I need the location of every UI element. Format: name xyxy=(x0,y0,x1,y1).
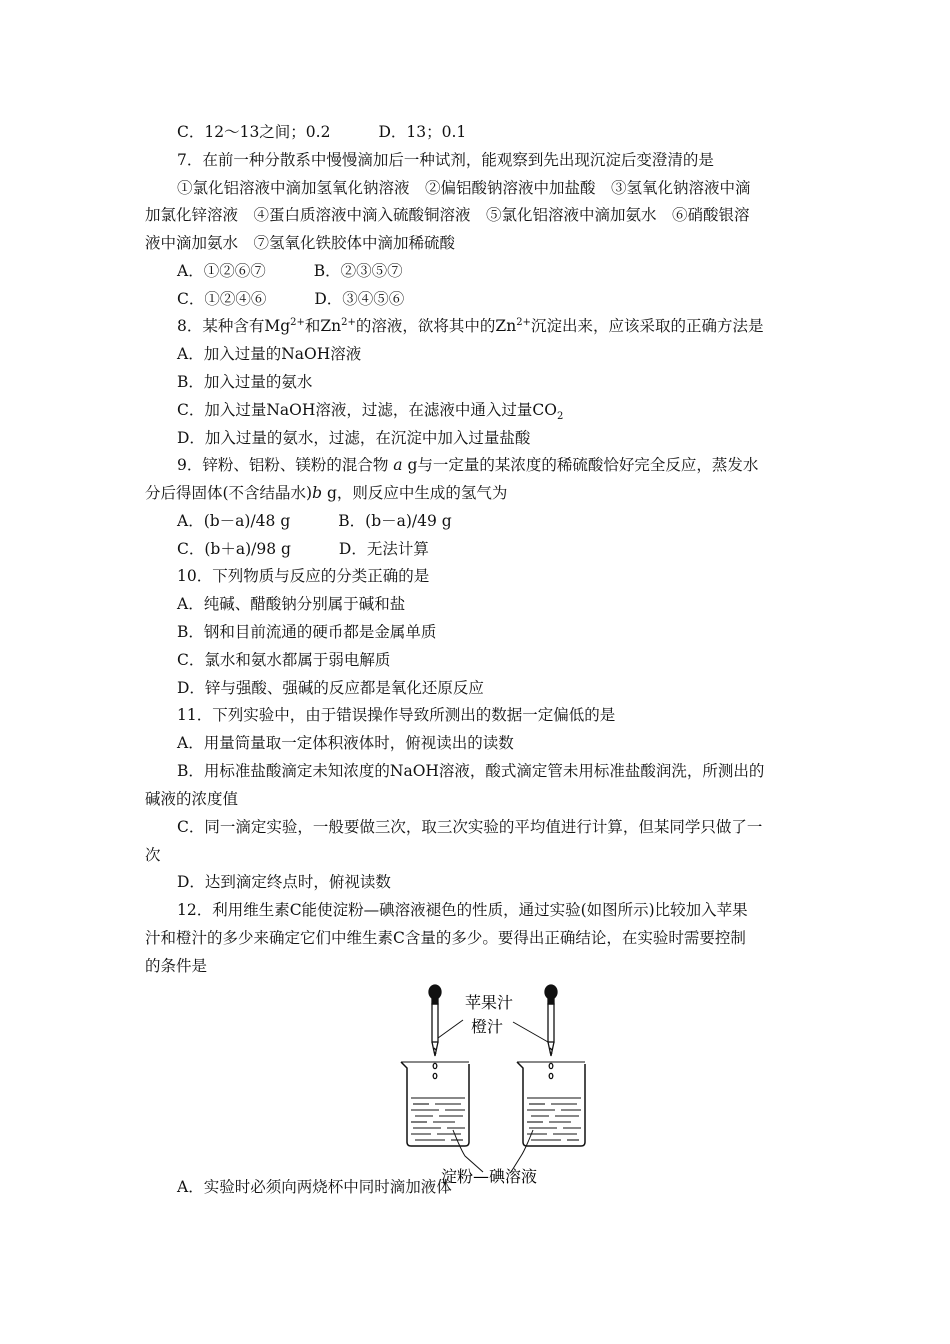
q11-stem: 11．下列实验中，由于错误操作导致所测出的数据一定偏低的是 xyxy=(177,706,616,724)
q9-stem-line-1 xyxy=(177,455,758,475)
q7-items-line-2: 加氯化锌溶液 ④蛋白质溶液中滴入硫酸铜溶液 ⑤氯化铝溶液中滴加氨水 ⑥硝酸银溶 xyxy=(145,206,750,224)
q9-option-c: C．(b＋a)/98 g xyxy=(177,540,291,558)
q7-options-cd xyxy=(177,289,404,309)
q9-variable-b: b xyxy=(312,484,323,502)
q9-stem-line-2 xyxy=(145,483,507,503)
q10-stem: 10．下列物质与反应的分类正确的是 xyxy=(177,567,430,585)
q9-stem-part: 分后得固体(不含结晶水) xyxy=(145,484,313,502)
left-dropper-icon xyxy=(429,985,441,1079)
q10-option-c: C．氯水和氨水都属于弱电解质 xyxy=(177,651,391,669)
q8-superscript: 2+ xyxy=(290,316,305,328)
left-beaker-icon xyxy=(401,1062,469,1146)
q6-option-c: C．12～13之间；0.2 xyxy=(177,123,331,141)
q12-stem-line-2: 汁和橙汁的多少来确定它们中维生素C含量的多少。要得出正确结论，在实验时需要控制 xyxy=(145,929,746,947)
q7-option-d: D．③④⑤⑥ xyxy=(314,290,405,308)
q8-stem xyxy=(177,316,763,336)
q9-stem-part: g，则反应中生成的氢气为 xyxy=(322,484,508,502)
q11-option-c-line-2: 次 xyxy=(145,846,161,864)
q6-options-cd xyxy=(177,122,466,142)
q8-option-d: D．加入过量的氨水，过滤，在沉淀中加入过量盐酸 xyxy=(177,429,531,447)
q8-option-c-text: C．加入过量NaOH溶液，过滤，在滤液中通入过量CO xyxy=(177,401,557,419)
q10-option-a: A．纯碱、醋酸钠分别属于碱和盐 xyxy=(177,595,406,613)
q8-stem-part: 8．某种含有Mg xyxy=(177,317,291,335)
q12-experiment-figure xyxy=(395,980,595,1185)
q8-superscript: 2+ xyxy=(516,316,531,328)
q8-stem-part: 沉淀出来，应该采取的正确方法是 xyxy=(530,317,764,335)
q9-option-d: D．无法计算 xyxy=(338,540,429,558)
q11-option-c-line-1: C．同一滴定实验，一般要做三次，取三次实验的平均值进行计算，但某同学只做了一 xyxy=(177,818,763,836)
q9-option-a: A．(b－a)/48 g xyxy=(177,512,291,530)
q8-option-c xyxy=(177,400,564,423)
q12-stem-line-3: 的条件是 xyxy=(145,957,208,975)
q11-option-b-line-2: 碱液的浓度值 xyxy=(145,790,239,808)
q9-options-ab xyxy=(177,511,452,531)
q11-option-b-line-1: B．用标准盐酸滴定未知浓度的NaOH溶液，酸式滴定管未用标准盐酸润洗，所测出的 xyxy=(177,762,765,780)
q7-items-line-3: 液中滴加氨水 ⑦氢氧化铁胶体中滴加稀硫酸 xyxy=(145,234,456,252)
figure-label-starch-iodine: 淀粉—碘溶液 xyxy=(441,1167,538,1185)
q12-option-a: A．实验时必须向两烧杯中同时滴加液体 xyxy=(177,1178,452,1196)
q7-options-ab xyxy=(177,261,403,281)
q8-subscript: 2 xyxy=(556,411,564,423)
q7-items-line-1: ①氯化铝溶液中滴加氢氧化钠溶液 ②偏铝酸钠溶液中加盐酸 ③氢氧化钠溶液中滴 xyxy=(177,179,751,197)
right-dropper-icon xyxy=(545,985,557,1079)
q8-stem-part: 的溶液，欲将其中的Zn xyxy=(355,317,517,335)
q7-stem: 7．在前一种分散系中慢慢滴加后一种试剂，能观察到先出现沉淀后变澄清的是 xyxy=(177,151,714,169)
q9-variable-a: a xyxy=(393,456,403,474)
q7-option-c: C．①②④⑥ xyxy=(177,290,267,308)
right-beaker-icon xyxy=(517,1062,585,1146)
q10-option-b: B．钢和目前流通的硬币都是金属单质 xyxy=(177,623,437,641)
q7-option-a: A．①②⑥⑦ xyxy=(177,262,266,280)
q9-stem-part: g与一定量的某浓度的稀硫酸恰好完全反应，蒸发水 xyxy=(402,456,759,474)
q7-option-b: B．②③⑤⑦ xyxy=(313,262,403,280)
q8-option-a: A．加入过量的NaOH溶液 xyxy=(177,345,362,363)
q8-stem-part: 和Zn xyxy=(304,317,342,335)
q11-option-a: A．用量筒量取一定体积液体时，俯视读出的读数 xyxy=(177,734,514,752)
figure-label-orange-juice: 橙汁 xyxy=(471,1017,504,1036)
q8-option-b: B．加入过量的氨水 xyxy=(177,373,313,391)
q8-superscript: 2+ xyxy=(341,316,356,328)
q9-option-b: B．(b－a)/49 g xyxy=(338,512,452,530)
q10-option-d: D．锌与强酸、强碱的反应都是氧化还原反应 xyxy=(177,679,484,697)
q11-option-d: D．达到滴定终点时，俯视读数 xyxy=(177,873,391,891)
leader-lines xyxy=(438,1020,548,1172)
q6-option-d: D．13；0.1 xyxy=(378,123,467,141)
q9-options-cd xyxy=(177,539,429,559)
q12-stem-line-1: 12．利用维生素C能使淀粉—碘溶液褪色的性质，通过实验(如图所示)比较加入苹果 xyxy=(177,901,748,919)
q9-stem-part: 9．锌粉、铝粉、镁粉的混合物 xyxy=(177,456,394,474)
figure-label-apple-juice: 苹果汁 xyxy=(465,993,514,1012)
